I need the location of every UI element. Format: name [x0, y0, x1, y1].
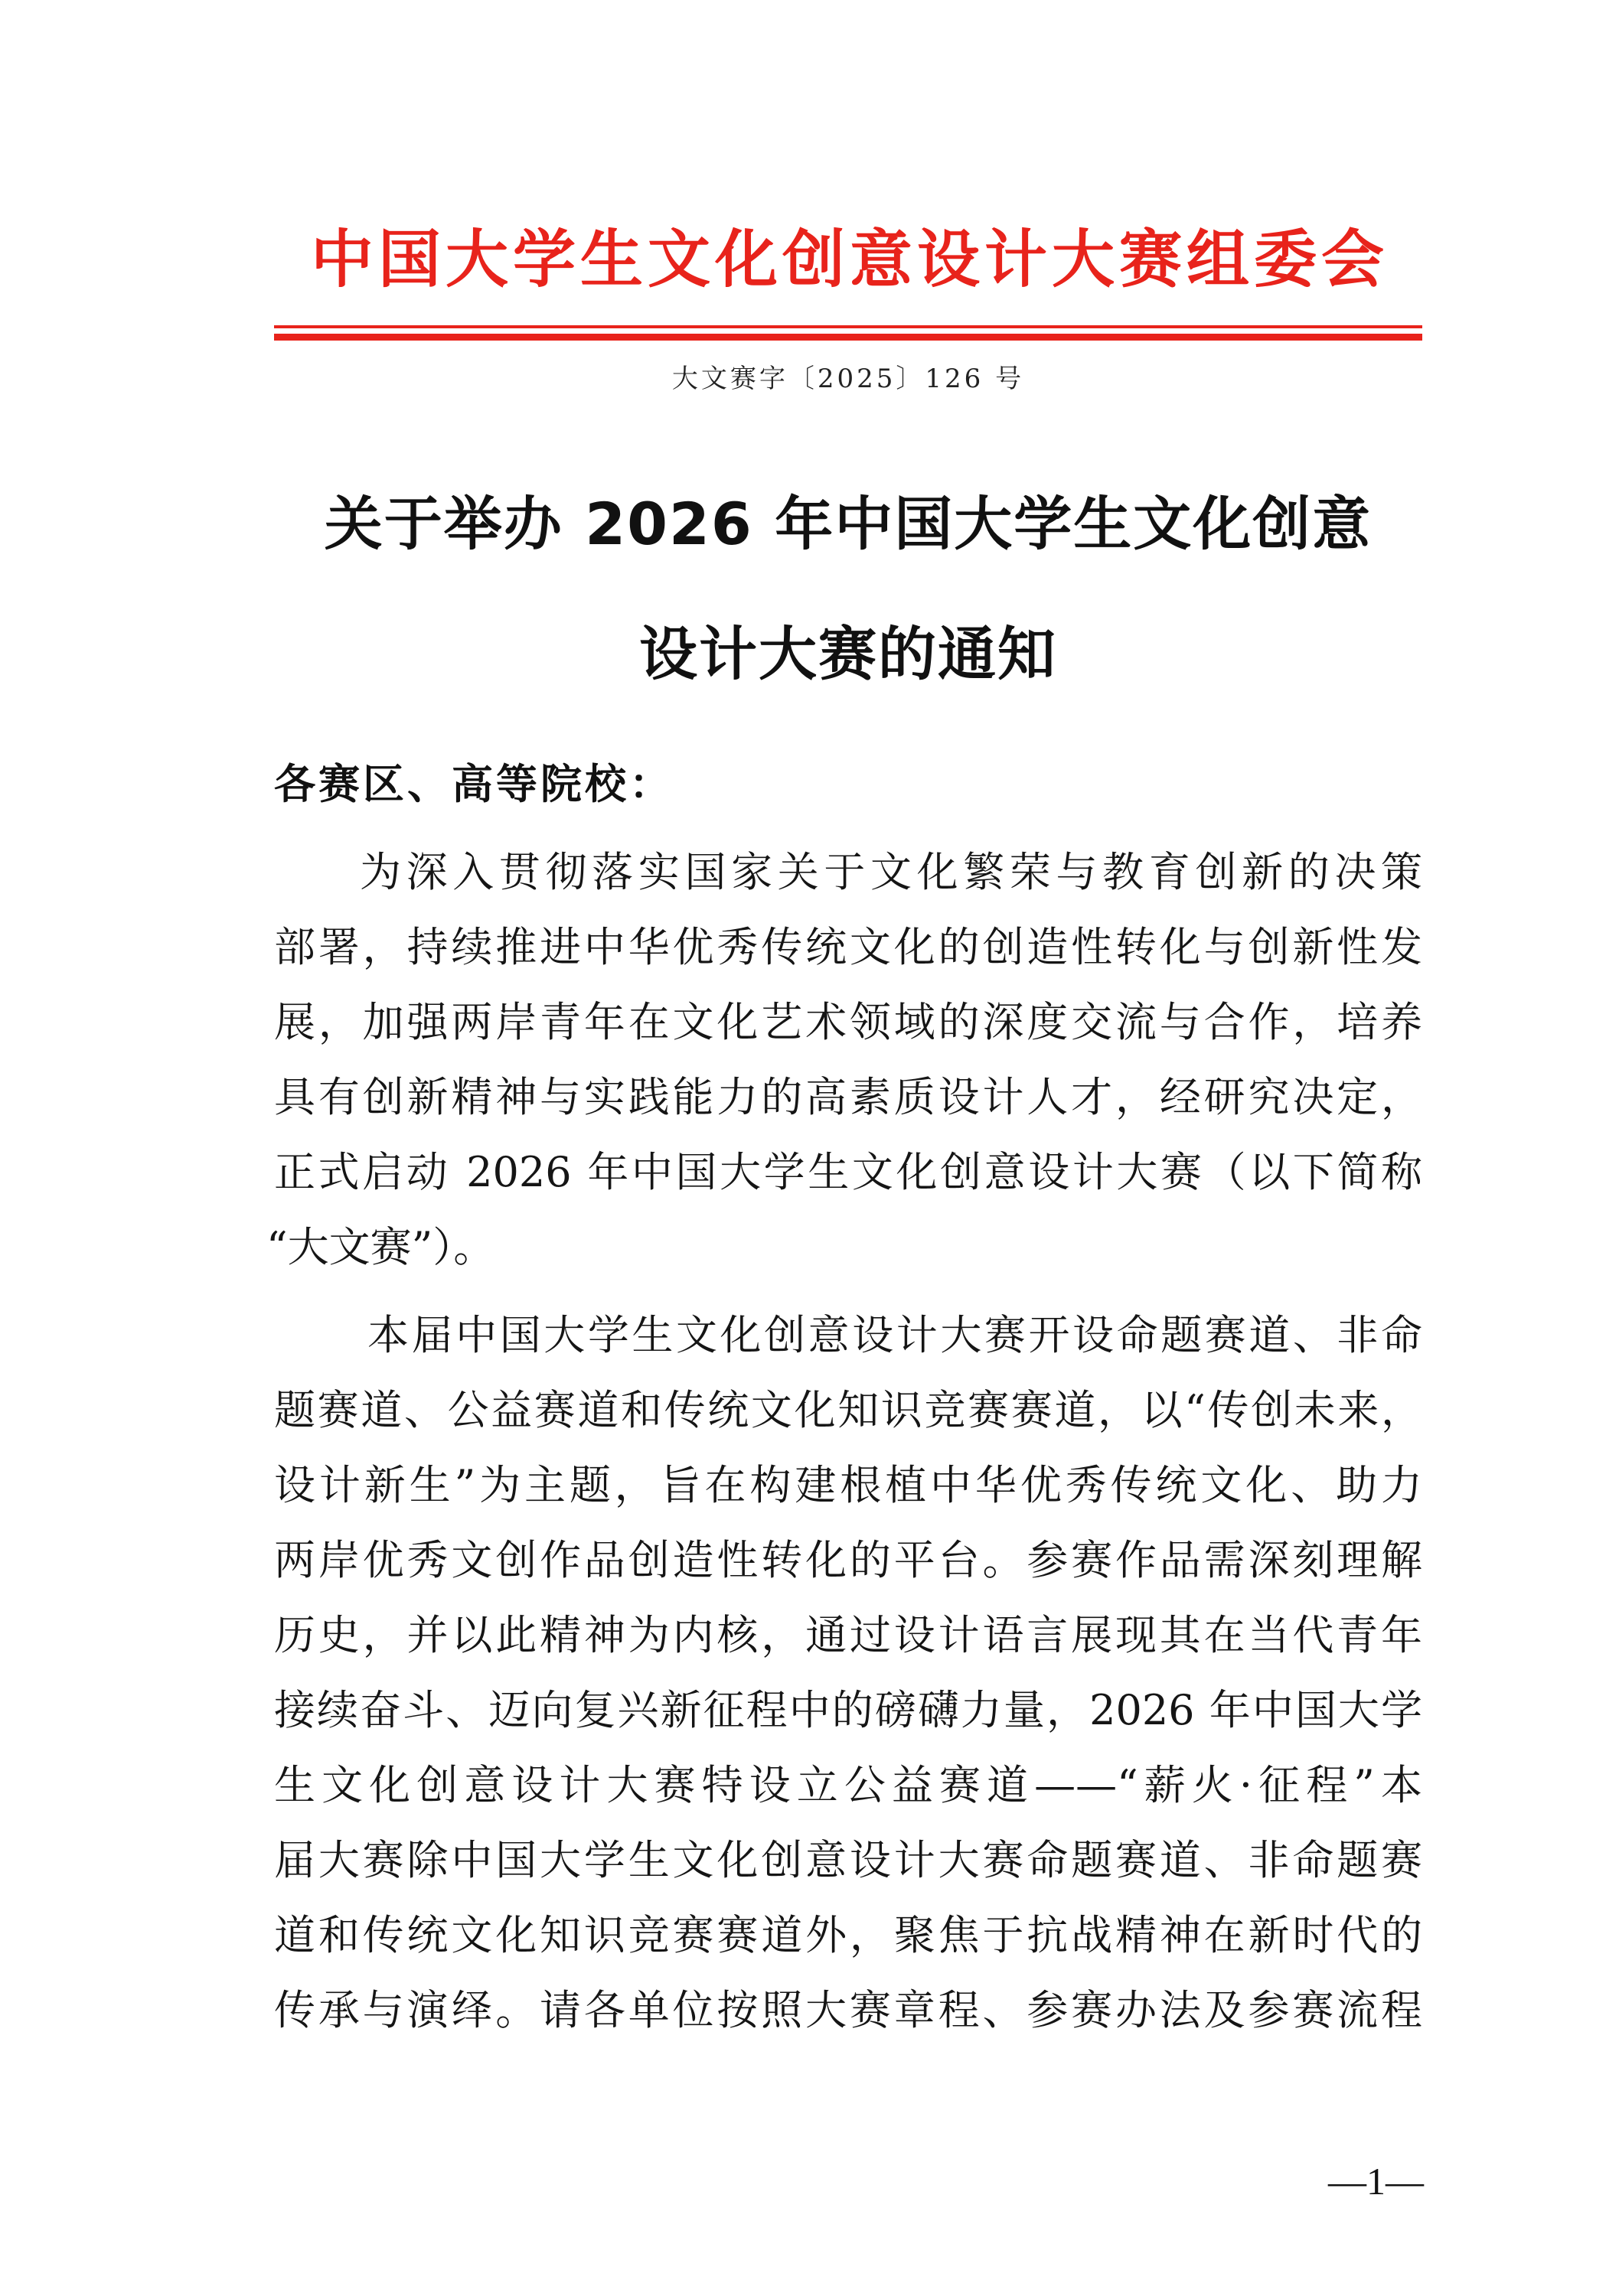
body-line: 展，加强两岸青年在文化艺术领域的深度交流与合作，培养 — [274, 998, 1422, 1046]
red-separator-thin — [274, 325, 1422, 328]
body-line: 为深入贯彻落实国家关于文化繁荣与教育创新的决策 — [360, 848, 1422, 896]
body-line: 生文化创意设计大赛特设立公益赛道——“薪火·征程”本 — [274, 1761, 1422, 1809]
body-line: “大文赛”）。 — [266, 1223, 495, 1271]
body-line: 部署，持续推进中华优秀传统文化的创造性转化与创新性发 — [274, 923, 1422, 971]
body-line: 题赛道、公益赛道和传统文化知识竞赛赛道，以“传创未来， — [274, 1386, 1422, 1434]
body-line: 接续奋斗、迈向复兴新征程中的磅礴力量，2026 年中国大学 — [274, 1686, 1422, 1734]
body-line: 设计新生”为主题，旨在构建根植中华优秀传统文化、助力 — [274, 1461, 1422, 1509]
body-line: 届大赛除中国大学生文化创意设计大赛命题赛道、非命题赛 — [274, 1836, 1422, 1884]
body-line: 正式启动 2026 年中国大学生文化创意设计大赛（以下简称 — [274, 1148, 1422, 1196]
document-number: 大文赛字〔2025〕126 号 — [671, 364, 1025, 394]
notice-title-line-2: 设计大赛的通知 — [639, 620, 1057, 688]
body-line: 两岸优秀文创作品创造性转化的平台。参赛作品需深刻理解 — [274, 1536, 1422, 1584]
salutation: 各赛区、高等院校： — [274, 760, 674, 808]
issuing-organization-header: 中国大学生文化创意设计大赛组委会 — [310, 223, 1389, 296]
body-line: 本届中国大学生文化创意设计大赛开设命题赛道、非命 — [367, 1311, 1422, 1359]
body-line: 具有创新精神与实践能力的高素质设计人才，经研究决定， — [274, 1073, 1422, 1121]
body-line: 历史，并以此精神为内核，通过设计语言展现其在当代青年 — [274, 1611, 1422, 1659]
red-separator-thick — [274, 334, 1422, 341]
notice-title-line-1: 关于举办 2026 年中国大学生文化创意 — [324, 490, 1373, 558]
body-line: 传承与演绎。请各单位按照大赛章程、参赛办法及参赛流程 — [274, 1986, 1422, 2034]
page-number: —1— — [1328, 2160, 1424, 2203]
body-line: 道和传统文化知识竞赛赛道外，聚焦于抗战精神在新时代的 — [274, 1911, 1422, 1959]
